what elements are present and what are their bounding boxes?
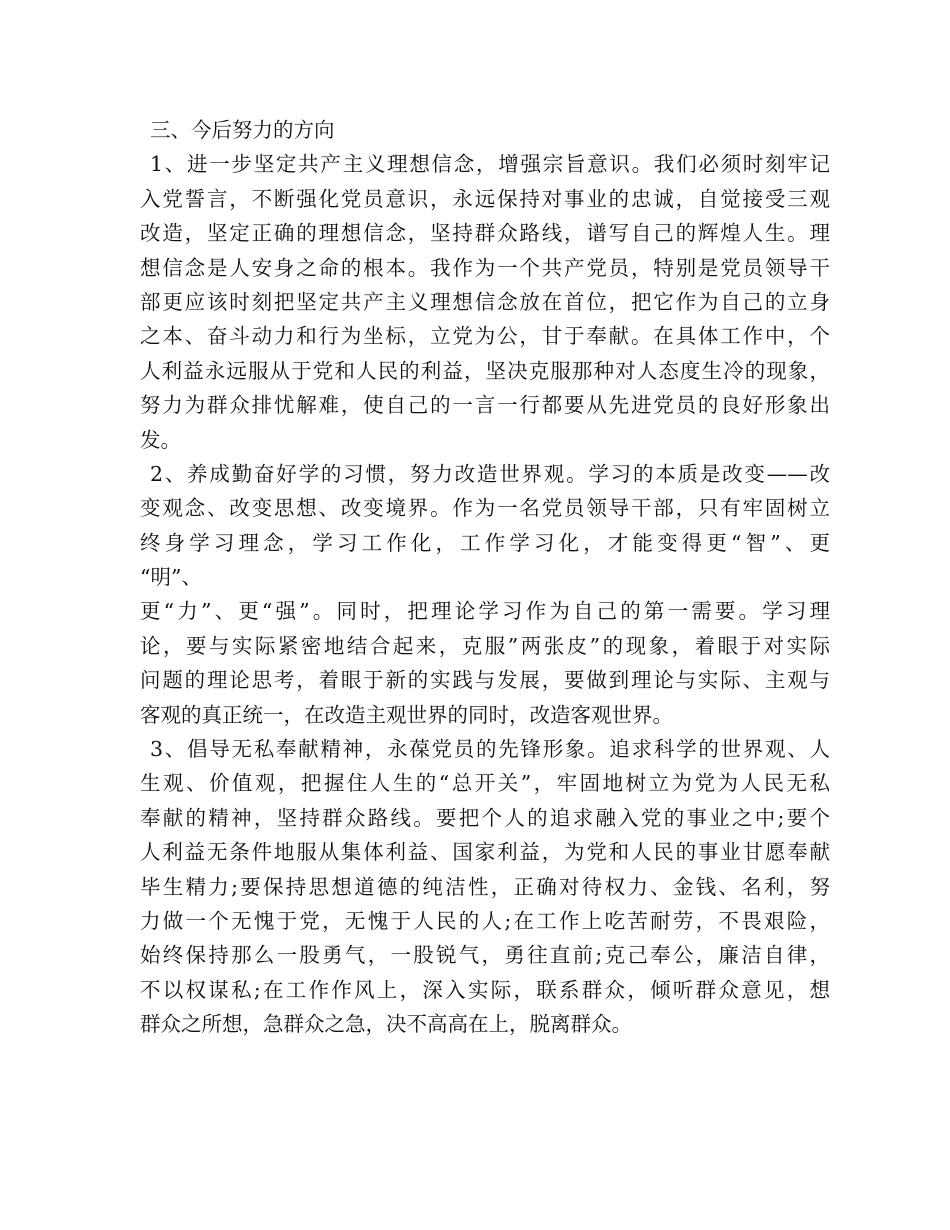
paragraph-line: 3、倡导无私奉献精神，永葆党员的先锋形象。追求科学的世界观、人 [150, 737, 830, 762]
paragraph-line: 问题的理论思考，着眼于新的实践与发展，要做到理论与实际、主观与 [140, 668, 830, 693]
paragraph-line: “明”、 [140, 565, 202, 590]
paragraph-line: 改造，坚定正确的理想信念，坚持群众路线，谱写自己的辉煌人生。理 [140, 221, 830, 246]
paragraph-line: 努力为群众排忧解难，使自己的一言一行都要从先进党员的良好形象出 [140, 393, 830, 418]
paragraph-line: 客观的真正统一，在改造主观世界的同时，改造客观世界。 [140, 702, 673, 727]
paragraph-line: 2、养成勤奋好学的习惯，努力改造世界观。学习的本质是改变——改 [150, 461, 830, 486]
paragraph-line: 始终保持那么一股勇气，一股锐气，勇往直前;克己奉公，廉洁自律， [140, 943, 830, 968]
paragraph-line: 人利益永远服从于党和人民的利益，坚决克服那种对人态度生冷的现象， [140, 358, 830, 383]
body-text [140, 113, 830, 1042]
paragraph-line: 想信念是人安身之命的根本。我作为一个共产党员，特别是党员领导干 [140, 255, 830, 280]
paragraph-line: 发。 [140, 427, 181, 452]
paragraph-line: 不以权谋私;在工作作风上，深入实际，联系群众，倾听群众意见，想 [140, 977, 830, 1002]
paragraph-line: 终身学习理念，学习工作化，工作学习化，才能变得更“智”、更 [140, 530, 830, 555]
paragraph-line: 人利益无条件地服从集体利益、国家利益，为党和人民的事业甘愿奉献 [140, 840, 830, 865]
paragraph-line: 奉献的精神，坚持群众路线。要把个人的追求融入党的事业之中;要个 [140, 805, 830, 830]
paragraph-line: 更“力”、更“强”。同时，把理论学习作为自己的第一需要。学习理 [140, 599, 830, 624]
paragraph-line: 毕生精力;要保持思想道德的纯洁性，正确对待权力、金钱、名利，努 [140, 874, 830, 899]
paragraph-line: 力做一个无愧于党，无愧于人民的人;在工作上吃苦耐劳，不畏艰险， [140, 908, 830, 933]
paragraph-line: 之本、奋斗动力和行为坐标，立党为公，甘于奉献。在具体工作中，个 [140, 324, 830, 349]
paragraph-line: 部更应该时刻把坚定共产主义理想信念放在首位，把它作为自己的立身 [140, 289, 830, 314]
paragraph-line: 入党誓言，不断强化党员意识，永远保持对事业的忠诚，自觉接受三观 [140, 186, 830, 211]
section-heading: 三、今后努力的方向 [150, 118, 335, 142]
paragraph-line: 变观念、改变思想、改变境界。作为一名党员领导干部，只有牢固树立 [140, 496, 830, 521]
paragraph-line: 生观、价值观，把握住人生的“总开关”，牢固地树立为党为人民无私 [140, 771, 830, 796]
paragraph-line: 论，要与实际紧密地结合起来，克服”两张皮”的现象，着眼于对实际 [140, 633, 830, 658]
paragraph-line: 群众之所想，急群众之急，决不高高在上，脱离群众。 [140, 1012, 632, 1037]
paragraph-line: 1、进一步坚定共产主义理想信念，增强宗旨意识。我们必须时刻牢记 [150, 152, 830, 177]
